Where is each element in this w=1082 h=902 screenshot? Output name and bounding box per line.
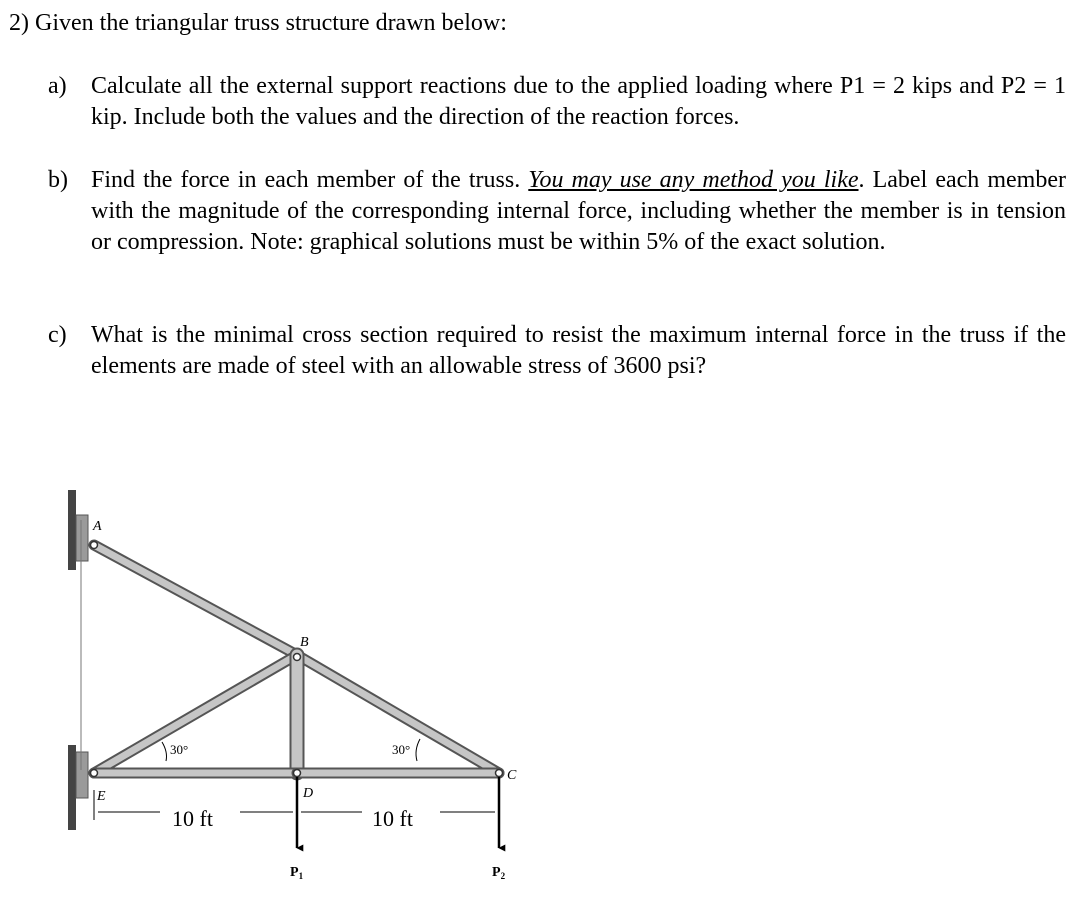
angle-right-label: 30°: [392, 742, 411, 757]
part-c: [48, 320, 1066, 382]
dim-left-label: 10 ft: [172, 806, 213, 831]
wall-support-bottom: [68, 745, 88, 830]
load-p1-letter: P: [290, 865, 299, 880]
part-b-text-end: . Label each member with the magnitude of the corresponding internal force, including whether the member is in tension or compression. Note: graphical solutions must be within 5% of the exact solution.: [91, 167, 1066, 255]
part-c-text: What is the minimal cross section required to resist the maximum internal force in the truss if the elements are made of steel with an allowable stress of 3600 psi?: [91, 322, 1066, 379]
part-a: [48, 71, 1066, 133]
joint-d-pin: [294, 770, 301, 777]
part-a-text: Calculate all the external support reactions due to the applied loading where P1 = 2 kips and P2 = 1 kip. Include both the values and the direction of the reaction forces.: [91, 73, 1066, 130]
joint-a-label: A: [93, 519, 102, 534]
angle-left-label: 30°: [170, 742, 189, 757]
load-p2-label: [492, 865, 506, 881]
part-b-text-start: Find the force in each member of the truss.: [91, 167, 529, 193]
joint-e-label: E: [97, 789, 106, 804]
part-b-label: b): [48, 167, 68, 193]
problem-heading: 2) Given the triangular truss structure drawn below:: [9, 10, 507, 36]
part-b-emphasis: You may use any method you like: [528, 167, 859, 193]
part-a-label: a): [48, 73, 67, 99]
joint-a-pin: [91, 542, 98, 549]
joint-b-label: B: [300, 635, 309, 650]
joint-d-label: D: [303, 786, 314, 801]
member-ab: [94, 545, 297, 655]
part-b-text: [91, 165, 1066, 258]
truss-diagram: [0, 480, 560, 902]
joint-c-pin: [496, 770, 503, 777]
member-eb: [94, 655, 297, 773]
joint-e-pin: [91, 770, 98, 777]
load-p1-label: [290, 865, 304, 881]
joint-c-label: C: [507, 768, 517, 783]
load-p1-subscript: 1: [298, 871, 304, 881]
angle-right-arc: [416, 739, 420, 761]
dim-right-label: 10 ft: [372, 806, 413, 831]
load-p2-letter: P: [492, 865, 501, 880]
part-b: [48, 165, 1066, 258]
part-c-label: c): [48, 322, 67, 348]
wall-support-top: [68, 490, 88, 570]
load-p2-subscript: 2: [500, 871, 506, 881]
joint-b-pin: [294, 654, 301, 661]
angle-left-arc: [162, 742, 167, 761]
